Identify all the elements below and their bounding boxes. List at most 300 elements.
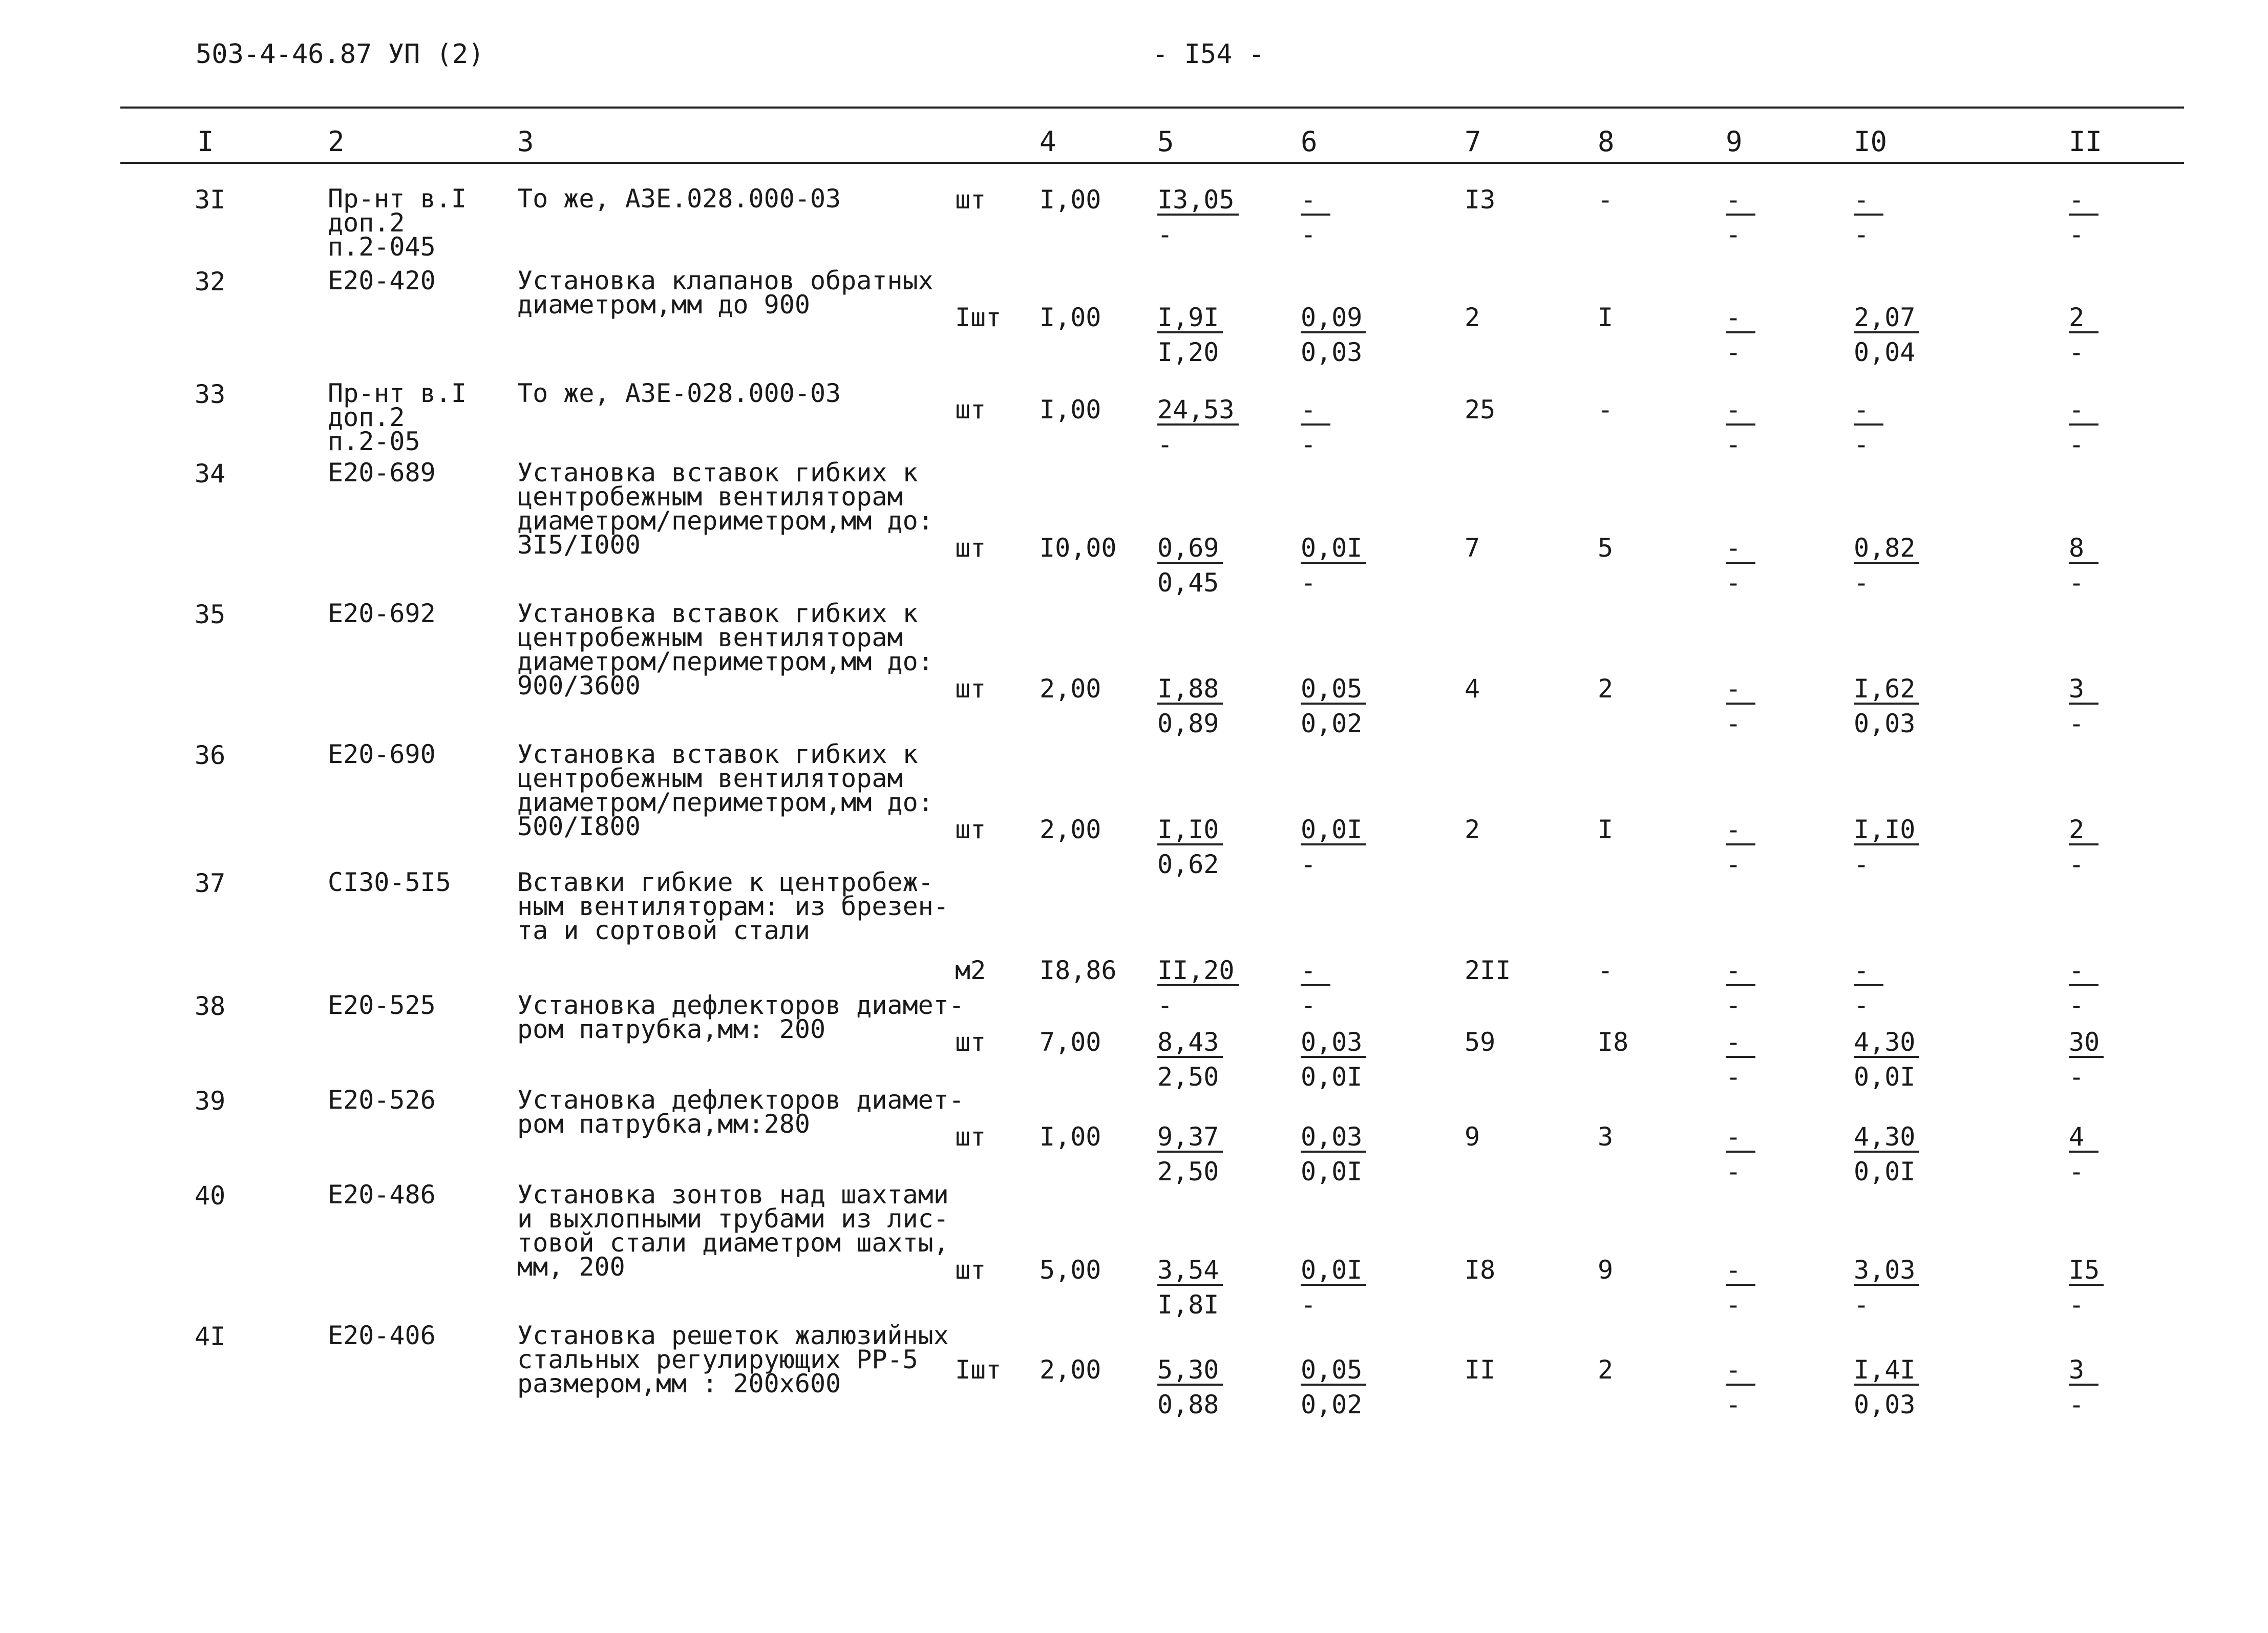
norm-code <box>328 990 436 1020</box>
value-c9 <box>1726 958 1755 1018</box>
c6-top: 0,0I <box>1301 535 1366 564</box>
value-c8: 9 <box>1598 1255 1614 1285</box>
c5-bottom: - <box>1157 990 1173 1020</box>
unit: шт <box>955 1255 986 1285</box>
value-c6 <box>1301 305 1366 365</box>
c9-bottom: - <box>1726 990 1742 1020</box>
c5-bottom: 0,45 <box>1157 568 1219 598</box>
c6-top: - <box>1301 958 1330 986</box>
norm-code-line: Пр-нт в.I <box>328 184 467 214</box>
row-number: 37 <box>195 868 226 898</box>
row-number: 34 <box>195 459 226 489</box>
value-c7: 59 <box>1465 1027 1496 1057</box>
norm-code-line: Е20-420 <box>328 266 436 295</box>
c10-top: 4,30 <box>1854 1029 1919 1058</box>
c9-top: - <box>1726 817 1755 845</box>
norm-code-line: Е20-406 <box>328 1321 436 1350</box>
value-c5 <box>1157 1257 1223 1318</box>
quantity: I0,00 <box>1040 533 1117 563</box>
value-c9 <box>1726 676 1755 736</box>
c5-top: II,20 <box>1157 958 1239 986</box>
work-description-line: ным вентиляторам: из брезен- <box>517 892 949 921</box>
work-description-line: ром патрубка,мм:280 <box>517 1109 810 1139</box>
c9-bottom: - <box>1726 220 1742 249</box>
value-c5 <box>1157 1124 1223 1184</box>
work-description-line: 3I5/I000 <box>517 530 641 560</box>
value-c9 <box>1726 1257 1755 1318</box>
c9-top: - <box>1726 1257 1755 1286</box>
norm-code <box>328 867 451 897</box>
table-header-rule <box>120 162 2184 164</box>
quantity: I8,86 <box>1040 956 1117 985</box>
c6-bottom: - <box>1301 990 1317 1020</box>
work-description <box>517 184 841 214</box>
c11-bottom: - <box>2069 1157 2085 1186</box>
c6-top: 0,03 <box>1301 1029 1366 1058</box>
value-c8: I <box>1598 815 1614 844</box>
c5-top: 5,30 <box>1157 1357 1223 1386</box>
quantity: I,00 <box>1040 1122 1101 1152</box>
c6-bottom: 0,02 <box>1301 709 1363 738</box>
c9-top: - <box>1726 535 1755 564</box>
row-number: 32 <box>195 267 226 296</box>
value-c7: 2II <box>1465 956 1511 985</box>
value-c10 <box>1854 187 1883 247</box>
c11-top: 2 <box>2069 817 2099 845</box>
c10-top: 0,82 <box>1854 535 1919 564</box>
work-description-line: центробежным вентиляторам <box>517 623 903 652</box>
norm-code <box>328 599 436 628</box>
c11-top: - <box>2069 187 2099 216</box>
unit: шт <box>955 395 986 425</box>
norm-code <box>328 1085 436 1115</box>
norm-code <box>328 458 436 487</box>
c11-top: 3 <box>2069 1357 2099 1386</box>
c6-top: - <box>1301 187 1330 216</box>
c9-bottom: - <box>1726 1290 1742 1320</box>
column-header-8: 8 <box>1598 125 1615 158</box>
value-c5 <box>1157 397 1239 457</box>
value-c8: 2 <box>1598 1355 1614 1385</box>
c10-bottom: - <box>1854 990 1870 1020</box>
column-header-5: 5 <box>1157 125 1174 158</box>
value-c8: - <box>1598 395 1614 425</box>
c6-bottom: 0,0I <box>1301 1062 1363 1092</box>
value-c11 <box>2069 305 2099 365</box>
c9-bottom: - <box>1726 1390 1742 1419</box>
work-description-line: стальных регулирующих РР-5 <box>517 1345 918 1374</box>
c5-top: 24,53 <box>1157 397 1239 426</box>
c10-top: 4,30 <box>1854 1124 1919 1153</box>
value-c10 <box>1854 1029 1919 1090</box>
work-description-line: Установка дефлекторов диамет- <box>517 990 964 1020</box>
norm-code <box>328 1180 436 1210</box>
work-description-line: мм, 200 <box>517 1252 625 1282</box>
work-description-line: Установка вставок гибких к <box>517 739 918 769</box>
c6-top: 0,05 <box>1301 676 1366 705</box>
c6-top: 0,09 <box>1301 305 1366 333</box>
row-number: 3I <box>195 185 226 215</box>
value-c9 <box>1726 535 1755 596</box>
c9-bottom: - <box>1726 1157 1742 1186</box>
c6-top: 0,0I <box>1301 817 1366 845</box>
work-description <box>517 1085 964 1139</box>
c11-bottom: - <box>2069 1290 2085 1320</box>
c9-top: - <box>1726 676 1755 705</box>
unit: шт <box>955 533 986 563</box>
work-description-line: Вставки гибкие к центробеж- <box>517 867 934 897</box>
c6-bottom: - <box>1301 430 1317 459</box>
value-c6 <box>1301 397 1330 457</box>
work-description <box>517 1321 949 1398</box>
work-description <box>517 990 964 1044</box>
c9-bottom: - <box>1726 850 1742 879</box>
work-description <box>517 1180 949 1282</box>
value-c10 <box>1854 817 1919 877</box>
work-description-line: ром патрубка,мм: 200 <box>517 1014 826 1044</box>
c5-bottom: 0,62 <box>1157 850 1219 879</box>
value-c9 <box>1726 817 1755 877</box>
column-header-2: 2 <box>328 125 345 158</box>
row-number: 39 <box>195 1086 226 1116</box>
c10-bottom: 0,0I <box>1854 1157 1916 1186</box>
value-c10 <box>1854 676 1919 736</box>
value-c5 <box>1157 1029 1223 1090</box>
norm-code-line: Е20-690 <box>328 739 436 769</box>
c10-bottom: 0,03 <box>1854 709 1916 738</box>
c10-top: 3,03 <box>1854 1257 1919 1286</box>
c10-top: 2,07 <box>1854 305 1919 333</box>
work-description-line: центробежным вентиляторам <box>517 764 903 793</box>
unit: шт <box>955 1122 986 1152</box>
table-top-rule <box>120 107 2184 109</box>
c10-bottom: - <box>1854 430 1870 459</box>
page-number: - I54 - <box>1152 39 1265 70</box>
value-c10 <box>1854 397 1883 457</box>
norm-code <box>328 739 436 769</box>
value-c8: I8 <box>1598 1027 1629 1057</box>
work-description-line: Установка дефлекторов диамет- <box>517 1085 964 1115</box>
norm-code-line: п.2-05 <box>328 427 420 456</box>
c9-top: - <box>1726 1029 1755 1058</box>
value-c7: 2 <box>1465 815 1480 844</box>
column-header-1: I <box>197 125 214 158</box>
work-description-line: диаметром,мм до 900 <box>517 290 810 320</box>
work-description-line: То же, АЗЕ.028.000-03 <box>517 184 841 214</box>
c10-bottom: 0,0I <box>1854 1062 1916 1092</box>
c10-top: - <box>1854 187 1883 216</box>
quantity: 2,00 <box>1040 674 1101 704</box>
c5-bottom: - <box>1157 220 1173 249</box>
value-c7: 2 <box>1465 303 1480 332</box>
work-description <box>517 266 934 320</box>
value-c10 <box>1854 1124 1919 1184</box>
norm-code <box>328 378 467 456</box>
unit: шт <box>955 1027 986 1057</box>
value-c8: - <box>1598 956 1614 985</box>
work-description-line: 900/3600 <box>517 671 641 701</box>
norm-code-line: Пр-нт в.I <box>328 378 467 408</box>
value-c8: 3 <box>1598 1122 1614 1152</box>
quantity: 2,00 <box>1040 815 1101 844</box>
c11-bottom: - <box>2069 850 2085 879</box>
value-c9 <box>1726 1029 1755 1090</box>
c5-top: I,9I <box>1157 305 1223 333</box>
norm-code-line: СI30-5I5 <box>328 867 451 897</box>
c10-bottom: - <box>1854 1290 1870 1320</box>
c9-bottom: - <box>1726 1062 1742 1092</box>
value-c6 <box>1301 1124 1366 1184</box>
work-description-line: товой стали диаметром шахты, <box>517 1228 949 1258</box>
c11-bottom: - <box>2069 1390 2085 1419</box>
unit: шт <box>955 815 986 844</box>
value-c11 <box>2069 1124 2099 1184</box>
c11-top: 2 <box>2069 305 2099 333</box>
c11-bottom: - <box>2069 568 2085 598</box>
c5-bottom: I,20 <box>1157 337 1219 367</box>
c11-top: I5 <box>2069 1257 2104 1286</box>
value-c5 <box>1157 535 1223 596</box>
work-description-line: та и сортовой стали <box>517 916 810 945</box>
value-c8: 5 <box>1598 533 1614 563</box>
c5-bottom: I,8I <box>1157 1290 1219 1320</box>
value-c5 <box>1157 1357 1223 1417</box>
c5-bottom: 2,50 <box>1157 1157 1219 1186</box>
value-c7: I8 <box>1465 1255 1496 1285</box>
value-c5 <box>1157 958 1239 1018</box>
value-c6 <box>1301 676 1366 736</box>
c5-top: 0,69 <box>1157 535 1223 564</box>
value-c11 <box>2069 1357 2099 1417</box>
c5-top: 9,37 <box>1157 1124 1223 1153</box>
unit: шт <box>955 185 986 215</box>
quantity: I,00 <box>1040 303 1101 332</box>
work-description <box>517 867 949 945</box>
c10-top: - <box>1854 397 1883 426</box>
work-description-line: Установка зонтов над шахтами <box>517 1180 949 1210</box>
work-description-line: диаметром/периметром,мм до: <box>517 788 934 817</box>
value-c6 <box>1301 1029 1366 1090</box>
quantity: I,00 <box>1040 185 1101 215</box>
value-c11 <box>2069 1029 2104 1090</box>
column-header-3: 3 <box>517 125 534 158</box>
quantity: I,00 <box>1040 395 1101 425</box>
c5-bottom: 0,88 <box>1157 1390 1219 1419</box>
c6-top: 0,0I <box>1301 1257 1366 1286</box>
c10-top: I,I0 <box>1854 817 1919 845</box>
value-c8: - <box>1598 185 1614 215</box>
c9-bottom: - <box>1726 337 1742 367</box>
c6-bottom: 0,03 <box>1301 337 1363 367</box>
value-c11 <box>2069 535 2099 596</box>
c6-top: - <box>1301 397 1330 426</box>
norm-code-line: Е20-692 <box>328 599 436 628</box>
value-c11 <box>2069 397 2099 457</box>
unit: Iшт <box>955 1355 1002 1385</box>
norm-code <box>328 184 467 262</box>
c10-bottom: - <box>1854 568 1870 598</box>
value-c11 <box>2069 1257 2104 1318</box>
c6-top: 0,05 <box>1301 1357 1366 1386</box>
c11-top: 4 <box>2069 1124 2099 1153</box>
value-c9 <box>1726 397 1755 457</box>
c10-bottom: 0,04 <box>1854 337 1916 367</box>
column-header-7: 7 <box>1465 125 1481 158</box>
c11-bottom: - <box>2069 1062 2085 1092</box>
value-c10 <box>1854 958 1883 1018</box>
work-description-line: То же, АЗЕ-028.000-03 <box>517 378 841 408</box>
c5-top: 8,43 <box>1157 1029 1223 1058</box>
c10-top: I,62 <box>1854 676 1919 705</box>
c11-top: 3 <box>2069 676 2099 705</box>
value-c10 <box>1854 305 1919 365</box>
work-description-line: Установка вставок гибких к <box>517 458 918 487</box>
norm-code-line: п.2-045 <box>328 232 436 262</box>
norm-code-line: Е20-486 <box>328 1180 436 1210</box>
work-description <box>517 458 934 560</box>
c6-bottom: - <box>1301 220 1317 249</box>
unit: м2 <box>955 956 986 985</box>
work-description-line: Установка решеток жалюзийных <box>517 1321 949 1350</box>
c10-bottom: - <box>1854 850 1870 879</box>
c11-bottom: - <box>2069 337 2085 367</box>
c11-bottom: - <box>2069 990 2085 1020</box>
row-number: 4I <box>195 1322 226 1351</box>
value-c11 <box>2069 958 2099 1018</box>
c11-bottom: - <box>2069 709 2085 738</box>
value-c10 <box>1854 535 1919 596</box>
c9-top: - <box>1726 187 1755 216</box>
c11-bottom: - <box>2069 430 2085 459</box>
norm-code <box>328 266 436 295</box>
c10-top: - <box>1854 958 1883 986</box>
value-c6 <box>1301 1257 1366 1318</box>
c11-top: - <box>2069 397 2099 426</box>
value-c9 <box>1726 1357 1755 1417</box>
row-number: 36 <box>195 740 226 770</box>
unit: Iшт <box>955 303 1002 332</box>
work-description-line: 500/I800 <box>517 812 641 841</box>
quantity: 7,00 <box>1040 1027 1101 1057</box>
value-c7: 7 <box>1465 533 1480 563</box>
c6-bottom: - <box>1301 1290 1317 1320</box>
work-description-line: диаметром/периметром,мм до: <box>517 647 934 676</box>
c6-top: 0,03 <box>1301 1124 1366 1153</box>
value-c7: I3 <box>1465 185 1496 215</box>
c10-bottom: - <box>1854 220 1870 249</box>
value-c9 <box>1726 305 1755 365</box>
value-c6 <box>1301 817 1366 877</box>
quantity: 2,00 <box>1040 1355 1101 1385</box>
value-c10 <box>1854 1257 1919 1318</box>
work-description-line: и выхлопными трубами из лис- <box>517 1204 949 1234</box>
c6-bottom: 0,0I <box>1301 1157 1363 1186</box>
c11-top: 8 <box>2069 535 2099 564</box>
c5-top: I,88 <box>1157 676 1223 705</box>
c5-top: 3,54 <box>1157 1257 1223 1286</box>
work-description-line: Установка вставок гибких к <box>517 599 918 628</box>
value-c6 <box>1301 958 1330 1018</box>
c6-bottom: 0,02 <box>1301 1390 1363 1419</box>
norm-code <box>328 1321 436 1350</box>
value-c5 <box>1157 817 1223 877</box>
value-c7: 9 <box>1465 1122 1480 1152</box>
column-header-9: 9 <box>1726 125 1743 158</box>
row-number: 35 <box>195 600 226 629</box>
column-header-11: II <box>2069 125 2103 158</box>
value-c6 <box>1301 535 1366 596</box>
c9-bottom: - <box>1726 568 1742 598</box>
c10-top: I,4I <box>1854 1357 1919 1386</box>
norm-code-line: Е20-525 <box>328 990 436 1020</box>
c9-bottom: - <box>1726 709 1742 738</box>
work-description-line: центробежным вентиляторам <box>517 482 903 512</box>
c9-top: - <box>1726 397 1755 426</box>
value-c11 <box>2069 187 2099 247</box>
c5-bottom: - <box>1157 430 1173 459</box>
c10-bottom: 0,03 <box>1854 1390 1916 1419</box>
work-description <box>517 378 841 408</box>
value-c6 <box>1301 1357 1366 1417</box>
work-description-line: размером,мм : 200х600 <box>517 1369 841 1398</box>
column-header-4: 4 <box>1040 125 1056 158</box>
c5-top: I,I0 <box>1157 817 1223 845</box>
column-header-6: 6 <box>1301 125 1318 158</box>
c9-top: - <box>1726 1357 1755 1386</box>
c11-top: 30 <box>2069 1029 2104 1058</box>
value-c9 <box>1726 1124 1755 1184</box>
work-description <box>517 599 934 701</box>
value-c8: 2 <box>1598 674 1614 704</box>
value-c5 <box>1157 187 1239 247</box>
value-c8: I <box>1598 303 1614 332</box>
row-number: 33 <box>195 379 226 409</box>
unit: шт <box>955 674 986 704</box>
c11-top: - <box>2069 958 2099 986</box>
c9-top: - <box>1726 1124 1755 1153</box>
work-description-line: Установка клапанов обратных <box>517 266 934 295</box>
quantity: 5,00 <box>1040 1255 1101 1285</box>
row-number: 40 <box>195 1181 226 1211</box>
value-c10 <box>1854 1357 1919 1417</box>
value-c11 <box>2069 817 2099 877</box>
work-description <box>517 739 934 841</box>
value-c5 <box>1157 305 1223 365</box>
norm-code-line: доп.2 <box>328 402 405 432</box>
c9-top: - <box>1726 305 1755 333</box>
value-c7: 25 <box>1465 395 1496 425</box>
c11-bottom: - <box>2069 220 2085 249</box>
row-number: 38 <box>195 991 226 1021</box>
c9-bottom: - <box>1726 430 1742 459</box>
value-c11 <box>2069 676 2099 736</box>
c9-top: - <box>1726 958 1755 986</box>
norm-code-line: Е20-526 <box>328 1085 436 1115</box>
value-c5 <box>1157 676 1223 736</box>
value-c7: 4 <box>1465 674 1480 704</box>
value-c9 <box>1726 187 1755 247</box>
work-description-line: диаметром/периметром,мм до: <box>517 506 934 536</box>
column-header-10: I0 <box>1854 125 1888 158</box>
value-c7: II <box>1465 1355 1496 1385</box>
norm-code-line: Е20-689 <box>328 458 436 487</box>
c5-bottom: 2,50 <box>1157 1062 1219 1092</box>
c6-bottom: - <box>1301 568 1317 598</box>
value-c6 <box>1301 187 1330 247</box>
c6-bottom: - <box>1301 850 1317 879</box>
document-code: 503-4-46.87 УП (2) <box>196 39 484 70</box>
norm-code-line: доп.2 <box>328 208 405 238</box>
